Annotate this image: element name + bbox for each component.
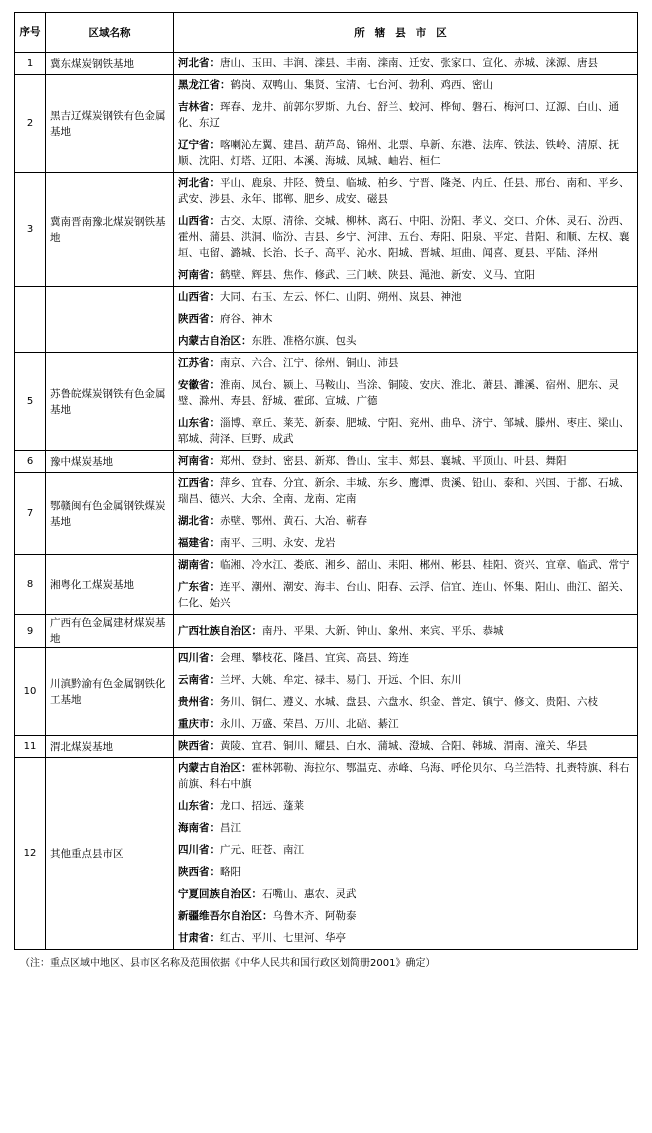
province-block — [178, 908, 633, 924]
province-block — [178, 579, 633, 611]
row-content — [174, 758, 638, 950]
province-label: 四川省： — [178, 652, 220, 664]
table-row — [15, 75, 638, 173]
row-seq: 5 — [15, 353, 46, 451]
county-list: 务川、铜仁、遵义、水城、盘县、六盘水、织金、普定、镇宁、修文、贵阳、六枝 — [220, 696, 598, 708]
county-list: 兰坪、大姚、牟定、禄丰、易门、开远、个旧、东川 — [220, 674, 462, 686]
county-list: 鹤岗、双鸭山、集贤、宝清、七台河、勃利、鸡西、密山 — [230, 79, 493, 91]
province-label: 四川省： — [178, 844, 220, 856]
province-label: 广东省： — [178, 581, 220, 593]
row-content — [174, 736, 638, 758]
province-label: 广西壮族自治区： — [178, 624, 262, 637]
province-block — [178, 475, 633, 507]
province-label: 福建省： — [178, 537, 220, 549]
row-seq: 9 — [15, 615, 46, 648]
county-list: 黄陵、宜君、铜川、耀县、白水、蒲城、澄城、合阳、韩城、渭南、潼关、华县 — [220, 740, 588, 752]
document-page — [14, 12, 637, 969]
county-list: 略阳 — [220, 866, 241, 878]
region-table — [14, 12, 638, 950]
province-block — [178, 453, 633, 469]
county-list: 南平、三明、永安、龙岩 — [220, 537, 336, 549]
county-list: 鹤壁、辉县、焦作、修武、三门峡、陕县、渑池、新安、义马、宜阳 — [220, 269, 535, 281]
province-block — [178, 289, 633, 305]
row-region-name: 广西有色金属建材煤炭基地 — [46, 615, 174, 648]
province-block — [178, 842, 633, 858]
province-label: 黑龙江省： — [178, 79, 231, 91]
province-block — [178, 820, 633, 836]
county-list: 乌鲁木齐、阿勒泰 — [272, 910, 357, 922]
province-block — [178, 415, 633, 447]
row-seq: 6 — [15, 451, 46, 473]
county-list: 广元、旺苍、南江 — [220, 844, 304, 856]
row-region-name: 鄂赣闽有色金属钢铁煤炭基地 — [46, 473, 174, 555]
row-region-name: 豫中煤炭基地 — [46, 451, 174, 473]
province-block — [178, 311, 633, 327]
province-block — [178, 864, 633, 880]
county-list: 石嘴山、惠农、灵武 — [262, 888, 357, 900]
row-content — [174, 615, 638, 648]
row-seq: 10 — [15, 648, 46, 736]
province-block — [178, 760, 633, 792]
province-label: 河北省： — [178, 177, 220, 189]
province-label: 江西省： — [178, 477, 220, 489]
county-list: 南丹、平果、大新、钟山、象州、来宾、平乐、恭城 — [262, 624, 504, 637]
county-list: 古交、太原、清徐、交城、柳林、离石、中阳、汾阳、孝义、交口、介休、灵石、汾西、霍州、蒲县、洪洞、临汾、吉县、乡宁、河津、五台、寿阳、阳泉、平定、昔阳、和顺、左权、襄垣、屯留、潞城、长治、长子、高平、沁水、阳城、晋城、垣曲、闻喜、夏县、平陆、泽州 — [178, 215, 630, 259]
county-list: 淮南、凤台、颍上、马鞍山、当涂、铜陵、安庆、淮北、萧县、濉溪、宿州、肥东、灵璧、滁州、寿县、舒城、霍邱、宣城、广德 — [178, 379, 619, 407]
row-seq: 11 — [15, 736, 46, 758]
county-list: 临湘、冷水江、娄底、湘乡、韶山、耒阳、郴州、彬县、桂阳、资兴、宜章、临武、常宁 — [220, 559, 630, 571]
table-body — [15, 53, 638, 950]
province-block — [178, 213, 633, 261]
row-region-name: 川滇黔渝有色金属钢铁化工基地 — [46, 648, 174, 736]
province-label: 吉林省： — [178, 101, 220, 113]
province-label: 江苏省： — [178, 357, 220, 369]
province-block — [178, 175, 633, 207]
row-seq — [15, 287, 46, 353]
province-label: 陕西省： — [178, 740, 220, 752]
province-label: 甘肃省： — [178, 932, 220, 944]
province-label: 河南省： — [178, 455, 220, 467]
province-block — [178, 623, 633, 639]
county-list: 永川、万盛、荣昌、万川、北碚、綦江 — [220, 718, 399, 730]
county-list: 珲春、龙井、前郭尔罗斯、九台、舒兰、蛟河、桦甸、磐石、梅河口、辽源、白山、通化、东辽 — [178, 101, 619, 129]
table-row — [15, 53, 638, 75]
row-region-name — [46, 287, 174, 353]
county-list: 唐山、玉田、丰润、滦县、丰南、滦南、迁安、张家口、宣化、赤城、涞源、唐县 — [220, 57, 598, 69]
province-label: 新疆维吾尔自治区： — [178, 910, 273, 922]
province-block — [178, 798, 633, 814]
row-region-name: 黑吉辽煤炭钢铁有色金属基地 — [46, 75, 174, 173]
row-content — [174, 53, 638, 75]
province-block — [178, 267, 633, 283]
table-row — [15, 648, 638, 736]
province-label: 陕西省： — [178, 313, 220, 325]
county-list: 东胜、准格尔旗、包头 — [251, 335, 357, 347]
province-block — [178, 55, 633, 71]
row-content — [174, 75, 638, 173]
row-content — [174, 287, 638, 353]
row-seq: 8 — [15, 555, 46, 615]
province-label: 内蒙古自治区： — [178, 335, 252, 347]
province-block — [178, 557, 633, 573]
row-region-name: 湘粤化工煤炭基地 — [46, 555, 174, 615]
county-list: 萍乡、宜春、分宜、新余、丰城、东乡、鹰潭、贵溪、铅山、泰和、兴国、于都、石城、瑞昌、德兴、大余、全南、龙南、定南 — [178, 477, 630, 505]
province-label: 贵州省： — [178, 696, 220, 708]
province-block — [178, 672, 633, 688]
province-label: 内蒙古自治区： — [178, 762, 252, 774]
province-label: 湖南省： — [178, 559, 220, 571]
county-list: 龙口、招远、蓬莱 — [220, 800, 304, 812]
row-region-name: 冀东煤炭钢铁基地 — [46, 53, 174, 75]
row-seq: 1 — [15, 53, 46, 75]
table-header-row — [15, 13, 638, 53]
county-list: 赤壁、鄂州、黄石、大冶、蕲春 — [220, 515, 367, 527]
province-block — [178, 738, 633, 754]
province-label: 陕西省： — [178, 866, 220, 878]
province-label: 河南省： — [178, 269, 220, 281]
province-block — [178, 377, 633, 409]
footnote: （注：重点区域中地区、县市区名称及范围依据《中华人民共和国行政区划简册2001》确定） — [20, 958, 436, 969]
row-seq: 12 — [15, 758, 46, 950]
table-row — [15, 758, 638, 950]
province-label: 山西省： — [178, 215, 220, 227]
county-list: 会理、攀枝花、隆昌、宜宾、高县、筠连 — [220, 652, 409, 664]
county-list: 昌江 — [220, 822, 241, 834]
row-content — [174, 555, 638, 615]
row-region-name: 其他重点县市区 — [46, 758, 174, 950]
header-region-name: 区域名称 — [46, 13, 174, 53]
county-list: 平山、鹿泉、井陉、赞皇、临城、柏乡、宁晋、隆尧、内丘、任县、邢台、南和、平乡、武安、涉县、永年、邯郸、肥乡、成安、磁县 — [178, 177, 630, 205]
table-row — [15, 287, 638, 353]
header-seq: 序号 — [15, 13, 46, 53]
row-seq: 2 — [15, 75, 46, 173]
header-content: 所辖县市区 — [174, 13, 638, 53]
county-list: 喀喇沁左翼、建昌、葫芦岛、锦州、北票、阜新、东港、法库、铁法、铁岭、清原、抚顺、沈阳、灯塔、辽阳、本溪、海城、凤城、岫岩、桓仁 — [178, 139, 619, 167]
province-block — [178, 694, 633, 710]
county-list: 南京、六合、江宁、徐州、铜山、沛县 — [220, 357, 399, 369]
table-row — [15, 615, 638, 648]
province-block — [178, 886, 633, 902]
county-list: 郑州、登封、密县、新郑、鲁山、宝丰、郏县、襄城、平顶山、叶县、舞阳 — [220, 455, 567, 467]
county-list: 霍林郭勒、海拉尔、鄂温克、赤峰、乌海、呼伦贝尔、乌兰浩特、扎赉特旗、科右前旗、科右中旗 — [178, 762, 630, 790]
province-block — [178, 333, 633, 349]
province-block — [178, 137, 633, 169]
table-row — [15, 555, 638, 615]
province-label: 海南省： — [178, 822, 220, 834]
county-list: 淄博、章丘、莱芜、新泰、肥城、宁阳、兖州、曲阜、济宁、邹城、滕州、枣庄、梁山、郓城、菏泽、巨野、成武 — [178, 417, 630, 445]
county-list: 府谷、神木 — [220, 313, 273, 325]
province-label: 河北省： — [178, 57, 220, 69]
row-content — [174, 648, 638, 736]
row-content — [174, 473, 638, 555]
table-row — [15, 736, 638, 758]
province-block — [178, 355, 633, 371]
province-block — [178, 513, 633, 529]
table-row — [15, 451, 638, 473]
table-row — [15, 473, 638, 555]
row-content — [174, 353, 638, 451]
row-seq: 7 — [15, 473, 46, 555]
province-block — [178, 930, 633, 946]
province-label: 辽宁省： — [178, 139, 220, 151]
row-content — [174, 451, 638, 473]
province-label: 宁夏回族自治区： — [178, 888, 262, 900]
county-list: 红古、平川、七里河、华亭 — [220, 932, 346, 944]
province-label: 山西省： — [178, 291, 220, 303]
row-region-name: 冀南晋南豫北煤炭钢铁基地 — [46, 173, 174, 287]
table-row — [15, 173, 638, 287]
row-region-name: 渭北煤炭基地 — [46, 736, 174, 758]
row-seq: 3 — [15, 173, 46, 287]
province-block — [178, 650, 633, 666]
province-label: 安徽省： — [178, 379, 220, 391]
county-list: 连平、潮州、潮安、海丰、台山、阳春、云浮、信宜、连山、怀集、阳山、曲江、韶关、仁化、始兴 — [178, 581, 630, 609]
province-label: 山东省： — [178, 417, 220, 429]
province-label: 重庆市： — [178, 718, 220, 730]
county-list: 大同、右玉、左云、怀仁、山阴、朔州、岚县、神池 — [220, 291, 462, 303]
province-block — [178, 535, 633, 551]
table-row — [15, 353, 638, 451]
row-region-name: 苏鲁皖煤炭钢铁有色金属基地 — [46, 353, 174, 451]
province-block — [178, 77, 633, 93]
row-content — [174, 173, 638, 287]
province-block — [178, 716, 633, 732]
province-block — [178, 99, 633, 131]
province-label: 湖北省： — [178, 515, 220, 527]
province-label: 云南省： — [178, 674, 220, 686]
province-label: 山东省： — [178, 800, 220, 812]
